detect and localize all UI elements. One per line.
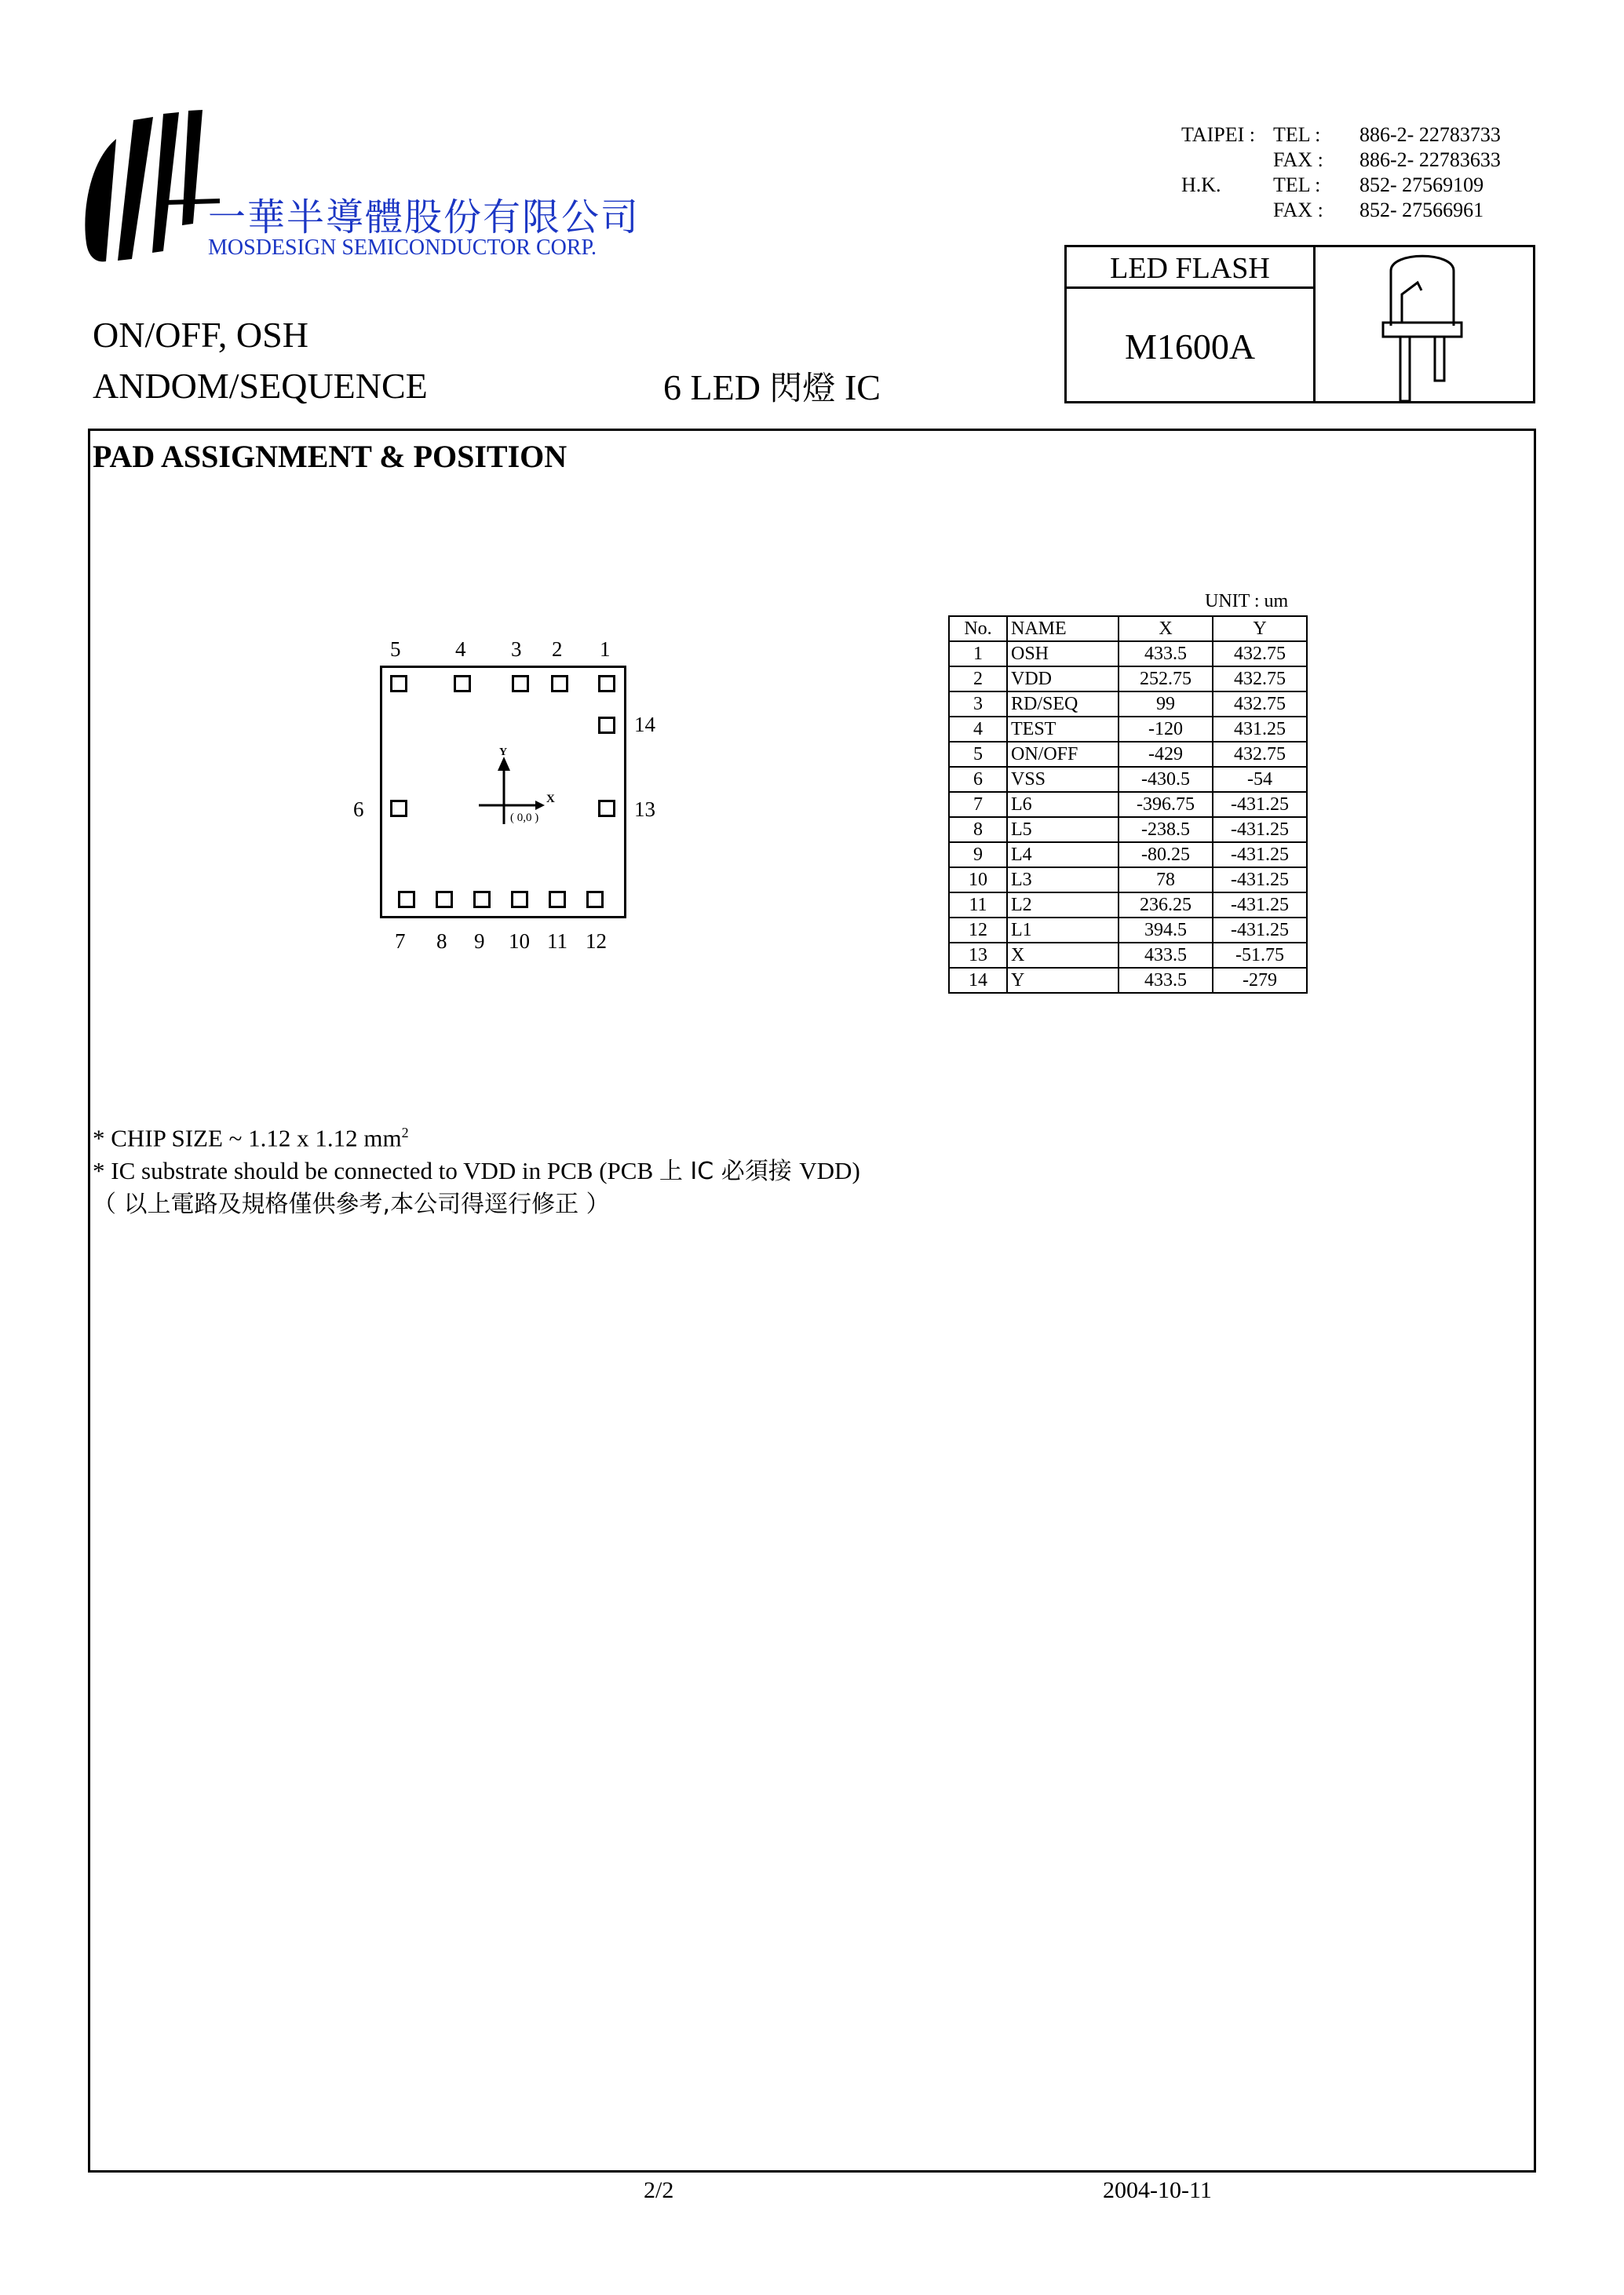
product-title-box [1064, 245, 1535, 403]
cell-y: 432.75 [1213, 666, 1307, 691]
cell-no: 2 [949, 666, 1007, 691]
note-chip-size-superscript: 2 [401, 1125, 409, 1140]
cell-name: L2 [1007, 892, 1119, 918]
pad-7 [398, 891, 415, 908]
cell-name: L4 [1007, 842, 1119, 867]
cell-x: 78 [1119, 867, 1213, 892]
cell-y: -431.25 [1213, 892, 1307, 918]
table-row [949, 918, 1307, 943]
cell-name: L3 [1007, 867, 1119, 892]
pad-label-5: 5 [390, 637, 401, 661]
pad-label-12: 12 [586, 929, 607, 953]
note-substrate [93, 1155, 860, 1188]
content-frame [88, 429, 1536, 2173]
contact-number: 852- 27569109 [1359, 173, 1484, 196]
cell-y: -431.25 [1213, 792, 1307, 817]
table-row [949, 742, 1307, 767]
pad-label-6: 6 [353, 797, 364, 821]
note-chip-size-text: * CHIP SIZE ~ 1.12 x 1.12 mm [93, 1124, 402, 1152]
feature-line-2: ANDOM/SEQUENCE [93, 366, 428, 406]
part-number: M1600A [1124, 327, 1256, 367]
pad-3 [512, 675, 529, 692]
cell-y: 432.75 [1213, 641, 1307, 666]
unit-label: UNIT : um [1205, 591, 1289, 611]
pad-8 [436, 891, 453, 908]
contact-number: 852- 27566961 [1359, 199, 1484, 221]
cell-x: 433.5 [1119, 641, 1213, 666]
pad-label-8: 8 [436, 929, 447, 953]
pad-9 [473, 891, 491, 908]
cell-name: VSS [1007, 767, 1119, 792]
cell-name: TEST [1007, 717, 1119, 742]
table-row [949, 842, 1307, 867]
axis-x-label: X [546, 793, 555, 805]
cell-no: 6 [949, 767, 1007, 792]
cell-no: 12 [949, 918, 1007, 943]
document-date: 2004-10-11 [1103, 2177, 1212, 2203]
cell-no: 9 [949, 842, 1007, 867]
cell-y: 431.25 [1213, 717, 1307, 742]
pad-label-14: 14 [634, 713, 655, 736]
cell-x: 99 [1119, 691, 1213, 717]
page-number: 2/2 [644, 2177, 674, 2203]
table-row [949, 691, 1307, 717]
note-substrate-prefix: * IC substrate should be connected to VDD in PCB (PCB [93, 1157, 659, 1185]
pad-6 [390, 800, 407, 817]
table-row [949, 943, 1307, 968]
header-y: Y [1213, 616, 1307, 641]
cell-x: 236.25 [1119, 892, 1213, 918]
ic-description [663, 363, 881, 410]
note-chip-size [93, 1116, 860, 1155]
note-substrate-suffix: VDD) [799, 1157, 860, 1185]
header-name: NAME [1007, 616, 1119, 641]
pad-label-7: 7 [395, 929, 406, 953]
pad-4 [454, 675, 471, 692]
table-row [949, 792, 1307, 817]
note-disclaimer: （ 以上電路及規格僅供參考,本公司得逕行修正 ） [93, 1191, 610, 1219]
cell-x: -396.75 [1119, 792, 1213, 817]
contact-number: 886-2- 22783733 [1359, 123, 1501, 146]
pad-label-9: 9 [474, 929, 485, 953]
company-name-chinese: 一華半導體股份有限公司 [208, 195, 640, 239]
origin-label: ( 0,0 ) [510, 812, 539, 824]
cell-y: -51.75 [1213, 943, 1307, 968]
cell-y: -431.25 [1213, 918, 1307, 943]
cell-y: -279 [1213, 968, 1307, 993]
cell-no: 5 [949, 742, 1007, 767]
cell-x: 394.5 [1119, 918, 1213, 943]
cell-x: -238.5 [1119, 817, 1213, 842]
cell-y: -431.25 [1213, 817, 1307, 842]
pad-label-10: 10 [509, 929, 530, 953]
cell-x: -120 [1119, 717, 1213, 742]
cell-no: 10 [949, 867, 1007, 892]
pad-10 [511, 891, 528, 908]
contact-kind: TEL : [1273, 173, 1321, 196]
product-category: LED FLASH [1110, 252, 1270, 285]
pad-5 [390, 675, 407, 692]
cell-name: L6 [1007, 792, 1119, 817]
cell-x: 433.5 [1119, 943, 1213, 968]
contact-region: TAIPEI : [1181, 123, 1255, 146]
cell-y: -431.25 [1213, 842, 1307, 867]
cell-name: X [1007, 943, 1119, 968]
cell-y: -431.25 [1213, 867, 1307, 892]
contact-kind: FAX : [1273, 199, 1323, 221]
cell-name: L5 [1007, 817, 1119, 842]
contact-kind: TEL : [1273, 123, 1321, 146]
cell-name: ON/OFF [1007, 742, 1119, 767]
ic-description-chinese: 閃燈 [769, 369, 836, 407]
header-x: X [1119, 616, 1213, 641]
pad-label-4: 4 [455, 637, 466, 661]
contact-kind: FAX : [1273, 148, 1323, 171]
pad-label-3: 3 [511, 637, 522, 661]
origin-axes [471, 746, 557, 832]
table-row [949, 767, 1307, 792]
pad-2 [551, 675, 568, 692]
table-row [949, 867, 1307, 892]
ic-description-prefix: 6 LED [663, 367, 770, 407]
cell-x: 252.75 [1119, 666, 1213, 691]
note-substrate-chinese: 上 IC 必須接 [659, 1158, 800, 1186]
pad-label-1: 1 [600, 637, 611, 661]
contact-region: H.K. [1181, 173, 1221, 196]
cell-no: 14 [949, 968, 1007, 993]
cell-y: 432.75 [1213, 742, 1307, 767]
company-logo [78, 106, 220, 267]
cell-name: RD/SEQ [1007, 691, 1119, 717]
contact-number: 886-2- 22783633 [1359, 148, 1501, 171]
pad-label-2: 2 [552, 637, 563, 661]
cell-x: -80.25 [1119, 842, 1213, 867]
pad-13 [598, 800, 615, 817]
feature-line-1: ON/OFF, OSH [93, 315, 308, 355]
cell-x: 433.5 [1119, 968, 1213, 993]
cell-x: -430.5 [1119, 767, 1213, 792]
cell-name: OSH [1007, 641, 1119, 666]
table-row [949, 892, 1307, 918]
cell-no: 8 [949, 817, 1007, 842]
cell-no: 4 [949, 717, 1007, 742]
notes [93, 1116, 860, 1221]
led-icon [1316, 247, 1533, 401]
cell-name: L1 [1007, 918, 1119, 943]
table-row [949, 968, 1307, 993]
cell-name: Y [1007, 968, 1119, 993]
pad-label-11: 11 [547, 929, 567, 953]
cell-x: -429 [1119, 742, 1213, 767]
pad-coordinates-table [948, 615, 1308, 994]
table-header-row [949, 616, 1307, 641]
table-row [949, 717, 1307, 742]
cell-no: 13 [949, 943, 1007, 968]
cell-no: 11 [949, 892, 1007, 918]
pad-11 [549, 891, 566, 908]
axis-y-label: Y [499, 746, 508, 758]
pad-label-13: 13 [634, 797, 655, 821]
section-title: PAD ASSIGNMENT & POSITION [93, 439, 567, 474]
cell-y: -54 [1213, 767, 1307, 792]
cell-no: 1 [949, 641, 1007, 666]
table-row [949, 666, 1307, 691]
title-box-divider [1067, 286, 1313, 289]
table-row [949, 641, 1307, 666]
cell-no: 3 [949, 691, 1007, 717]
cell-name: VDD [1007, 666, 1119, 691]
table-row [949, 817, 1307, 842]
pad-14 [598, 717, 615, 734]
header-no: No. [949, 616, 1007, 641]
company-name-english: MOSDESIGN SEMICONDUCTOR CORP. [208, 235, 597, 260]
pad-1 [598, 675, 615, 692]
pad-12 [586, 891, 604, 908]
cell-no: 7 [949, 792, 1007, 817]
ic-description-suffix: IC [835, 367, 881, 407]
cell-y: 432.75 [1213, 691, 1307, 717]
